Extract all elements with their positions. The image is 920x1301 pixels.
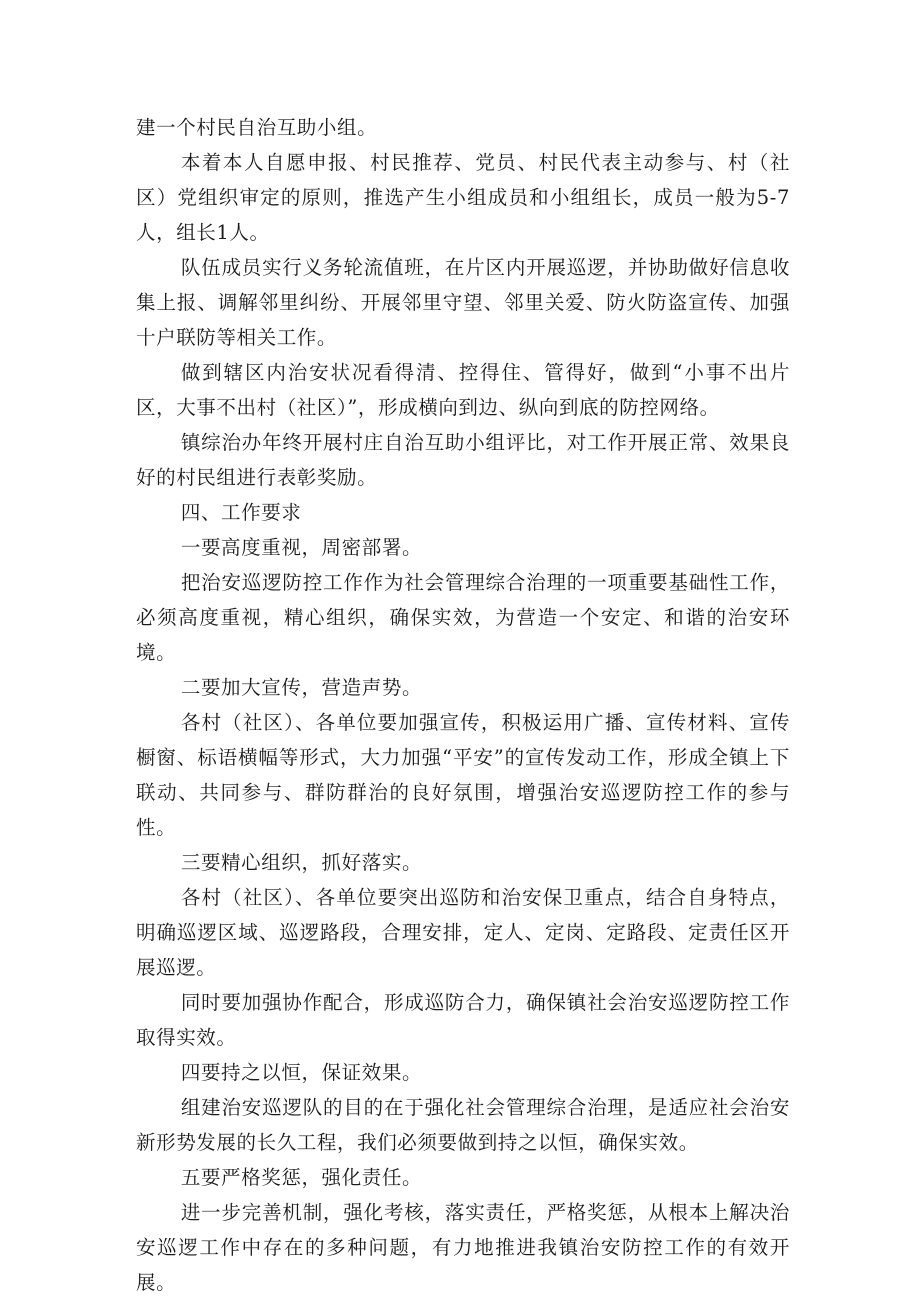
paragraph-requirement-5: 进一步完善机制，强化考核，落实责任，严格奖惩，从根本上解决治安巡逻工作中存在的多种问题，有力地推进我镇治安防控工作的有效开展。: [136, 1201, 790, 1294]
paragraph-duty-rotation: 队伍成员实行义务轮流值班，在片区内开展巡逻，并协助做好信息收集上报、调解邻里纠纷、开展邻里守望、邻里关爱、防火防盗宣传、加强十户联防等相关工作。: [136, 256, 790, 349]
paragraph-requirement-1: 把治安巡逻防控工作作为社会管理综合治理的一项重要基础性工作，必须高度重视，精心组织，确保实效，为营造一个安定、和谐的治安环境。: [136, 571, 790, 664]
paragraph-control-network: 做到辖区内治安状况看得清、控得住、管得好，做到“小事不出片区，大事不出村（社区）”，形成横向到边、纵向到底的防控网络。: [136, 361, 790, 419]
section-heading-work-requirements: 四、工作要求: [180, 501, 302, 524]
paragraph-requirement-2: 各村（社区）、各单位要加强宣传，积极运用广播、宣传材料、宣传橱窗、标语横幅等形式，大力加强“平安”的宣传发动工作，形成全镇上下联动、共同参与、群防群治的良好氛围，增强治安巡逻防控工作的参与性。: [136, 711, 790, 839]
subheading-requirement-5: 五要严格奖惩，强化责任。: [180, 1166, 423, 1189]
paragraph-continuation: 建一个村民自治互助小组。: [136, 116, 378, 139]
document-body: [136, 110, 790, 1300]
paragraph-requirement-3b: 同时要加强协作配合，形成巡防合力，确保镇社会治安巡逻防控工作取得实效。: [136, 991, 790, 1049]
paragraph-selection-principle: 本着本人自愿申报、村民推荐、党员、村民代表主动参与、村（社区）党组织审定的原则，推选产生小组成员和小组组长，成员一般为5-7人，组长1人。: [136, 151, 790, 244]
subheading-requirement-3: 三要精心组织，抓好落实。: [180, 851, 423, 874]
paragraph-requirement-4: 组建治安巡逻队的目的在于强化社会管理综合治理，是适应社会治安新形势发展的长久工程，我们必须要做到持之以恒，确保实效。: [136, 1096, 790, 1154]
paragraph-requirement-3a: 各村（社区）、各单位要突出巡防和治安保卫重点，结合自身特点，明确巡逻区域、巡逻路段，合理安排，定人、定岗、定路段、定责任区开展巡逻。: [136, 886, 790, 979]
subheading-requirement-2: 二要加大宣传，营造声势。: [180, 676, 423, 699]
subheading-requirement-1: 一要高度重视，周密部署。: [180, 536, 423, 559]
paragraph-year-end-evaluation: 镇综治办年终开展村庄自治互助小组评比，对工作开展正常、效果良好的村民组进行表彰奖励。: [136, 431, 790, 489]
subheading-requirement-4: 四要持之以恒，保证效果。: [180, 1061, 423, 1084]
